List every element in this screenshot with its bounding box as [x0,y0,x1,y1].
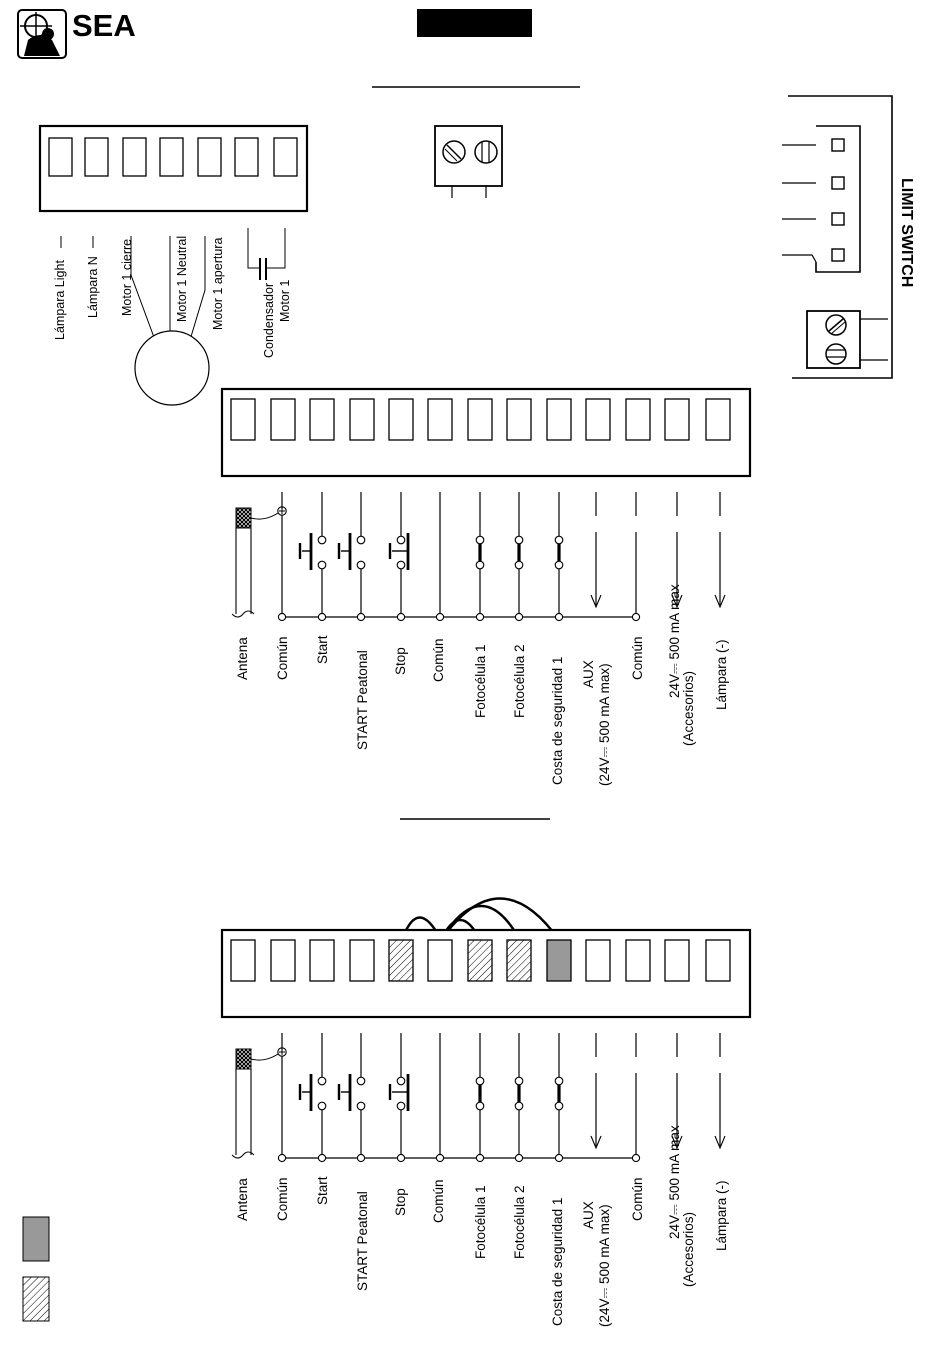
aux-sublabel: (24V⎓ 500 mA max) [597,1204,612,1327]
terminal-label: Lámpara (-) [714,639,729,710]
motor-block-label: Lámpara N [86,256,100,318]
terminal-slot [706,399,730,440]
terminal-label: Stop [393,647,408,675]
motor-block-label: Lámpara Light [53,260,67,340]
limit-switch-block [782,96,915,378]
terminal-slot [626,940,650,981]
terminal-label: Start [315,1176,330,1205]
terminal-slot [665,940,689,981]
terminal-label: Antena [235,637,250,680]
control-terminal-diagram [222,389,750,786]
terminal-label: Común [431,1179,446,1223]
terminal-slot [507,399,531,440]
limit-switch-pin [832,177,844,189]
terminal-slot [428,399,452,440]
terminal-slot [389,940,413,981]
terminal-slot [231,399,255,440]
accessories-sublabel: (Accesorios) [681,670,696,746]
terminal-slot [665,399,689,440]
legend-solid-swatch [23,1217,49,1261]
terminal-slot [310,940,334,981]
terminal-slot [310,399,334,440]
motor-block-label: Motor 1 [278,279,292,322]
terminal-slot [271,940,295,981]
terminal-label: Fotocélula 2 [512,644,527,718]
terminal-slot [389,399,413,440]
terminal-label: AUX [581,660,596,688]
terminal-label: Antena [235,1178,250,1221]
terminal-slot [507,940,531,981]
terminal-slot [547,940,571,981]
brand-name: SEA [72,8,136,43]
terminal-label: Costa de seguridad 1 [550,1197,565,1326]
antenna-shield [236,508,251,528]
terminal-label: Lámpara (-) [714,1180,729,1251]
terminal-slot [350,399,374,440]
motor-block-label: Motor 1 cierre [120,238,134,316]
motor-terminal-slot [123,138,146,176]
terminal-label: Start [315,635,330,664]
terminal-slot [468,940,492,981]
legend [23,1217,49,1321]
aux-sublabel: (24V⎓ 500 mA max) [597,663,612,786]
motor-terminal-slot [235,138,258,176]
terminal-label: START Peatonal [355,650,370,750]
motor-terminal-slot [49,138,72,176]
terminal-label: Común [275,636,290,680]
terminal-label: AUX [581,1201,596,1229]
terminal-slot [428,940,452,981]
jumper-terminal-diagram [222,930,750,1327]
motor-symbol [135,331,209,405]
terminal-label: Común [630,1177,645,1221]
legend-hatched-swatch [23,1277,49,1321]
motor-block-label: Motor 1 apertura [211,237,225,330]
terminal-slot [586,940,610,981]
terminal-slot [547,399,571,440]
two-screw-connector [435,126,502,198]
terminal-slot [706,940,730,981]
terminal-label: 24V⎓ 500 mA max [667,1125,682,1239]
terminal-label: Fotocélula 1 [473,1185,488,1259]
title-blackout-box [417,9,532,37]
terminal-label: 24V⎓ 500 mA max [667,584,682,698]
motor-terminal-slot [85,138,108,176]
limit-switch-label: LIMIT SWITCH [898,178,915,288]
brand-logo [18,8,136,58]
limit-switch-pin [832,139,844,151]
terminal-label: Stop [393,1188,408,1216]
terminal-slot [468,399,492,440]
terminal-label: Común [431,638,446,682]
terminal-slot [586,399,610,440]
accessories-sublabel: (Accesorios) [681,1211,696,1287]
terminal-label: Fotocélula 1 [473,644,488,718]
terminal-label: START Peatonal [355,1191,370,1291]
terminal-slot [271,399,295,440]
motor-terminal-block [40,126,307,405]
terminal-label: Común [275,1177,290,1221]
terminal-label: Fotocélula 2 [512,1185,527,1259]
motor-terminal-slot [160,138,183,176]
limit-switch-pin [832,213,844,225]
limit-switch-pin [832,249,844,261]
terminal-label: Costa de seguridad 1 [550,656,565,785]
motor-block-label: Motor 1 Neutral [175,235,189,322]
motor-terminal-slot [198,138,221,176]
terminal-slot [350,940,374,981]
motor-terminal-slot [274,138,297,176]
terminal-slot [231,940,255,981]
motor-block-label: Condensador [262,282,276,358]
antenna-shield [236,1049,251,1069]
terminal-label: Común [630,636,645,680]
terminal-slot [626,399,650,440]
